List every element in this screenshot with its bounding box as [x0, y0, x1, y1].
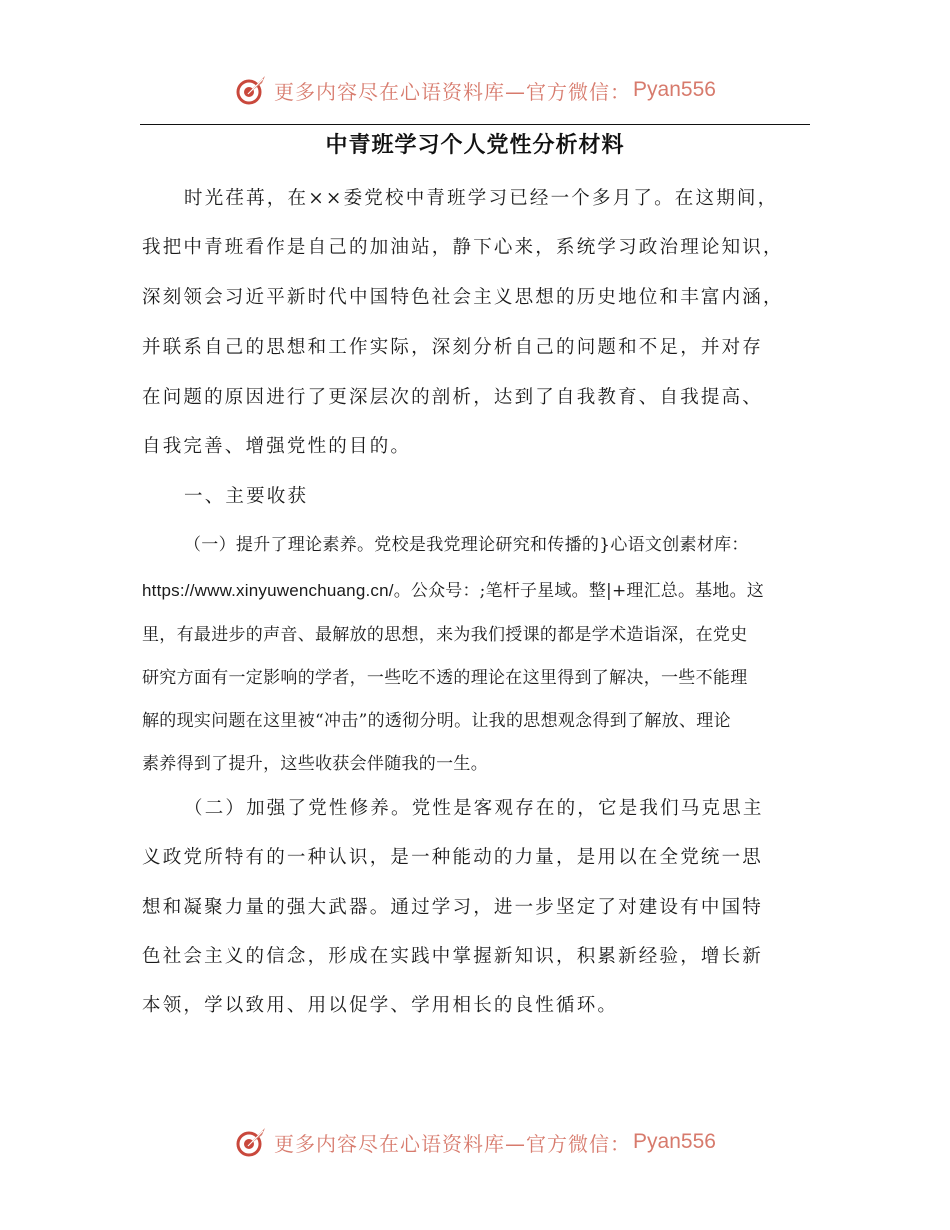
text-line: 并联系自己的思想和工作实际，深刻分析自己的问题和不足，并对存	[142, 337, 764, 358]
banner-text: 更多内容尽在心语资料库—官方微信：	[274, 1131, 632, 1156]
text-line: 素养得到了提升，这些收获会伴随我的一生。	[142, 754, 488, 774]
header-banner	[0, 70, 950, 110]
text-line: 时光荏苒，在××委党校中青班学习已经一个多月了。在这期间，	[184, 188, 779, 209]
text-line: 色社会主义的信念，形成在实践中掌握新知识，积累新经验，增长新	[142, 946, 764, 967]
quill-logo-icon	[234, 1125, 268, 1159]
text-line: 想和凝聚力量的强大武器。通过学习，进一步坚定了对建设有中国特	[142, 897, 764, 918]
footer-banner	[0, 1122, 950, 1162]
text-line: 自我完善、增强党性的目的。	[142, 436, 412, 457]
text-line: 在问题的原因进行了更深层次的剖析，达到了自我教育、自我提高、	[142, 387, 764, 408]
banner-text: 更多内容尽在心语资料库—官方微信：	[274, 79, 632, 104]
text-line: 我把中青班看作是自己的加油站，静下心来，系统学习政治理论知识，	[142, 237, 784, 258]
text-line-url	[142, 576, 812, 601]
section-heading: 一、主要收获	[184, 486, 309, 507]
text-fragment: 。公众号：;笔杆子星域。整|+理汇总。基地。这	[393, 581, 764, 601]
text-line: （二）加强了党性修养。党性是客观存在的，它是我们马克思主	[184, 798, 764, 819]
page-title: 中青班学习个人党性分析材料	[325, 133, 625, 158]
text-line: 义政党所特有的一种认识，是一种能动的力量，是用以在全党统一思	[142, 847, 764, 868]
wechat-id: Pyan556	[633, 1130, 716, 1153]
text-line: 解的现实问题在这里被“冲击”的透彻分明。让我的思想观念得到了解放、理论	[142, 711, 731, 731]
text-line: 本领，学以致用、用以促学、学用相长的良性循环。	[142, 995, 619, 1016]
header-rule	[140, 124, 810, 125]
text-line: 里，有最进步的声音、最解放的思想，来为我们授课的都是学术造诣深，在党史	[142, 625, 748, 645]
quill-logo-icon	[234, 73, 268, 107]
text-line: 深刻领会习近平新时代中国特色社会主义思想的历史地位和丰富内涵，	[142, 287, 784, 308]
wechat-id: Pyan556	[633, 78, 716, 101]
text-line: 研究方面有一定影响的学者，一些吃不透的理论在这里得到了解决，一些不能理	[142, 668, 748, 688]
source-url[interactable]: https://www.xinyuwenchuang.cn/	[142, 581, 394, 600]
text-line: （一）提升了理论素养。党校是我党理论研究和传播的}心语文创素材库：	[184, 535, 749, 555]
